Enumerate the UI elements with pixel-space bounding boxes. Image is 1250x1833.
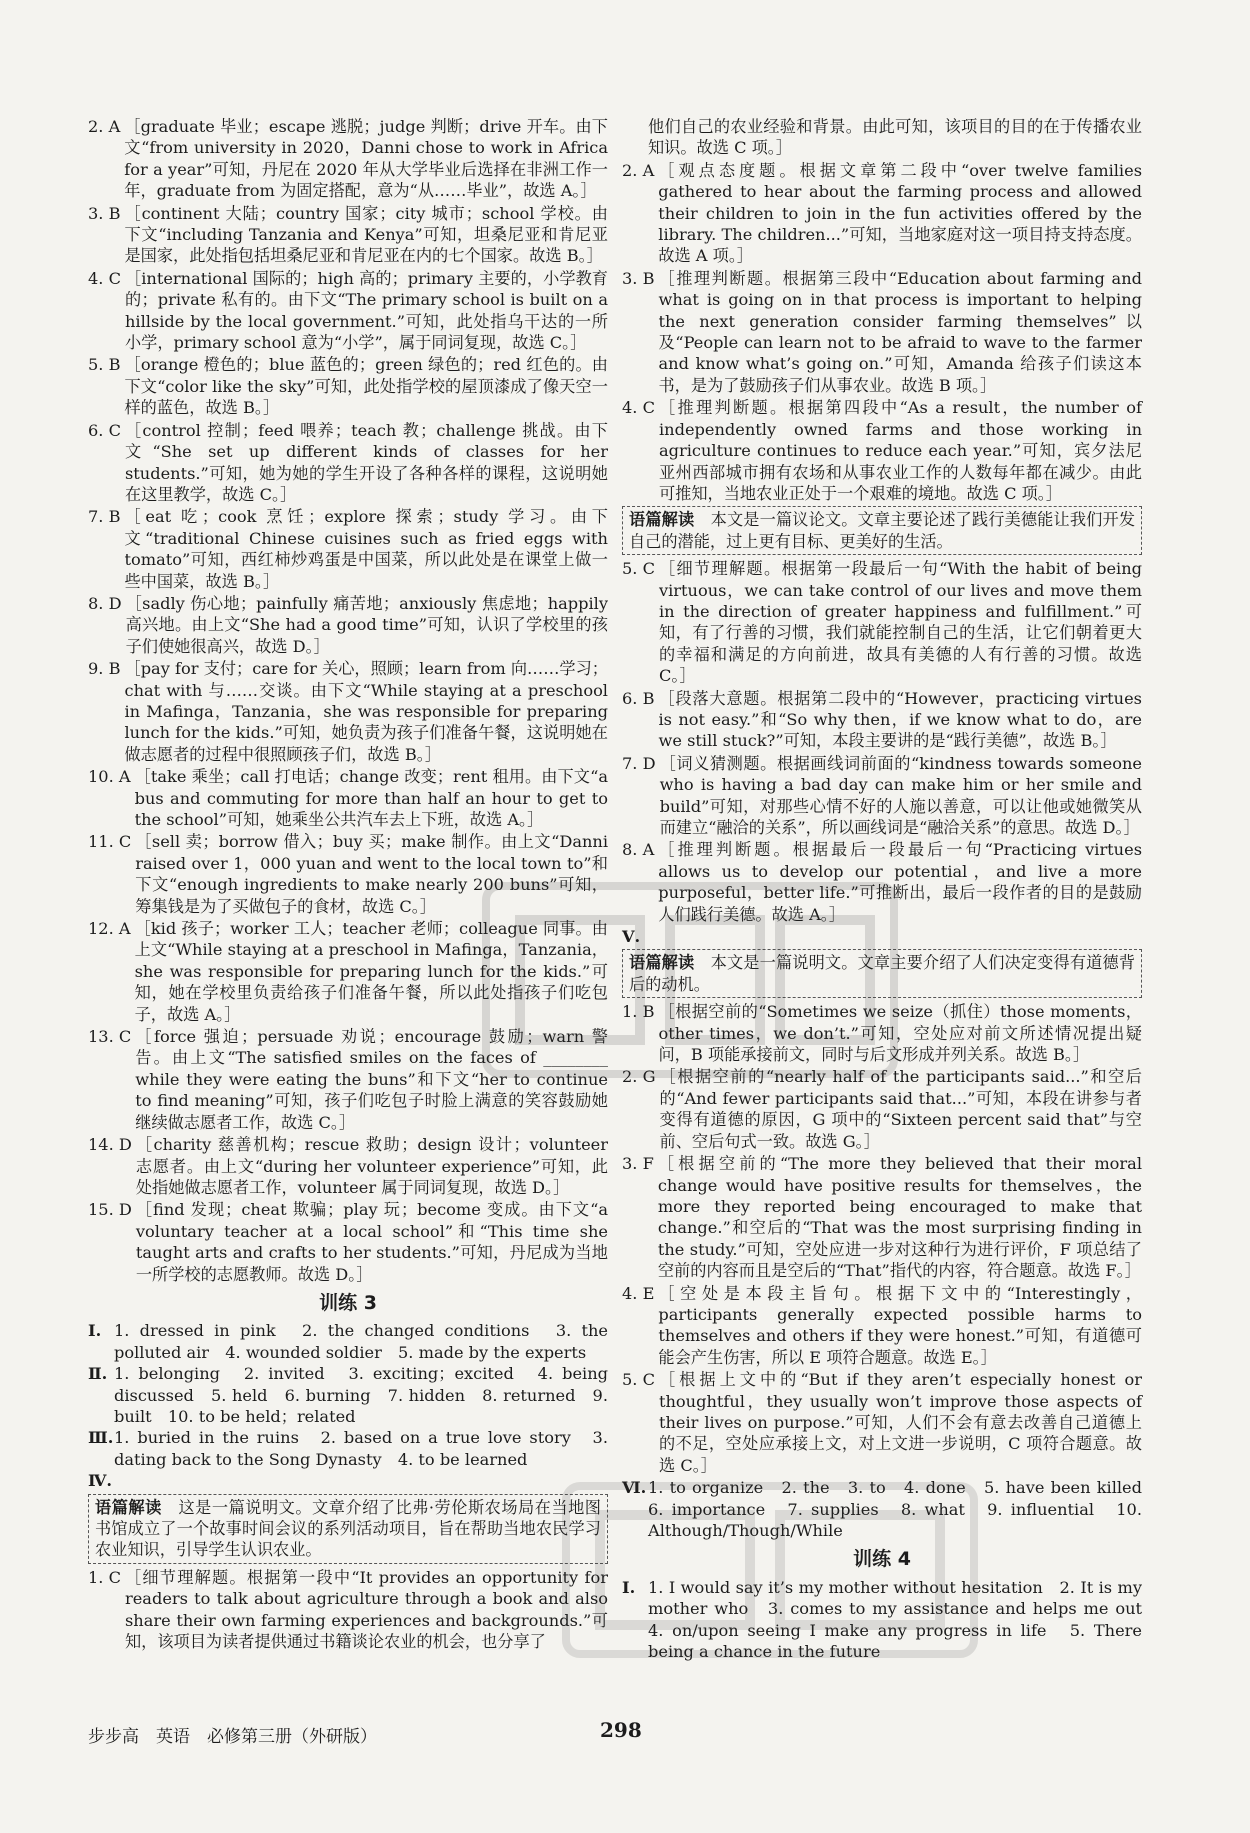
watermark-stamp [560,1480,980,1660]
answer-item [622,1153,1142,1281]
answer-explanation: ［force 强迫；persuade 劝说；encourage 鼓励；warn 警告。由上文“The satisfied smiles on the faces of ________ while they were eating the buns”和下文“her to continue to find meaning”可知，孩子们吃包子时脸上满意的笑容鼓励她继续做志愿者工作，故选 C。］ [135,1027,608,1132]
answer-number: 14. D [88,1135,132,1155]
answer-item [622,268,1142,396]
answer-explanation: ［段落大意题。根据第二段中的“However，practicing virtues is not easy.”和“So why then，if we know what to do，are we still stuck?”可知，本段主要讲的是“践行美德”，故选 B。］ [658,688,1142,751]
exercise-answers [114,1470,608,1491]
answer-explanation: ［sadly 伤心地；painfully 痛苦地；anxiously 焦虑地；happily 高兴地。由上文“She had a good time”可知，认识了学校里的孩子们使她很高兴，故选 D。］ [125,593,608,656]
roman-numeral: Ⅱ. [88,1364,108,1384]
left-answers-block-b [88,1567,608,1653]
box-text: 这是一篇说明文。文章介绍了比弗·劳伦斯农场局在当地图书馆成立了一个故事时间会议的系列活动项目，旨在帮助当地农民学习农业知识，引导学生认识农业。 [95,1497,601,1560]
exercise-section [88,1427,608,1470]
roman-text: 1. to organize 2. the 3. to 4. done 5. have been killed 6. importance 7. supplies 8. what 9. influential 10. Although/Though/While [648,1478,1159,1540]
answer-explanation: ［空处是本段主旨句。根据下文中的“Interestingly，participants generally expected possible harms to themselves and others if they were honest.”可知，有道德可能会产生伤害，所以 E 项符合题意。故选 E。］ [658,1283,1142,1367]
answer-explanation: ［continent 大陆；country 国家；city 城市；school 学校。由下文“including Tanzania and Kenya”可知，坦桑尼亚和肯尼亚是国家，此处指包括坦桑尼亚和肯尼亚在内的七个国家。故选 B。］ [124,203,608,266]
answer-item [622,558,1142,686]
answer-explanation: ［control 控制；feed 喂养；teach 教；challenge 挑战。由下文“She set up different kinds of classes for her students.”可知，她为她的学生开设了各种各样的课程，这说明她在这里教学，故选 C。］ [124,420,608,504]
answer-number: 8. D [88,593,122,613]
answer-item [88,116,608,202]
box-text: 本文是一篇说明文。文章主要介绍了人们决定变得有道德背后的动机。 [629,953,1136,994]
answer-number: 1. B [622,1002,655,1022]
answer-number: 2. A [88,117,121,136]
answer-explanation: ［charity 慈善机构；rescue 救助；design 设计；volunteer 志愿者。由上文“during her volunteer experience”可知，此处指她做志愿者工作，volunteer 属于同词复现，故选 D。］ [135,1135,608,1197]
answer-item [88,268,608,354]
answer-number: 3. F [622,1154,654,1174]
answer-explanation: ［根据空前的“The more they believed that their moral change would have positive results for themselves，the more they reported being encouraged to make that change.”和空后的“That was the most surprising finding in the study.”可知，空处应进一步对这种行为进行评价，F 项总结了空前的内容而且是空后的“That”指代的内容，符合题意。故选 F。］ [657,1154,1142,1281]
answer-number: 13. C [88,1027,132,1047]
answer-explanation: ［推理判断题。根据第四段中“As a result，the number of independently owned farms and those working in agriculture continues to reduce each year.”可知，宾夕法尼亚州西部城市拥有农场和从事农业工作的人数每年都在减少。由此可推知，当地农业正处于一个艰难的境地。故选 C 项。］ [658,398,1142,503]
answer-item [88,203,608,267]
answer-item [88,354,608,418]
answer-explanation: ［根据空前的“nearly half of the participants said...”和空后的“And fewer participants said that...”可知，本段在讲参与者变得有道德的原因，G 项中的“Sixteen percent said that”与空前、空后句式一致。故选 G。］ [659,1067,1142,1151]
answer-number: 5. C [622,1370,655,1390]
answer-number: 7. D [622,753,656,773]
answer-explanation: ［根据空前的“Sometimes we seize（抓住）those moments，other times，we don’t.”可知，空处应对前文所述情况提出疑问，B 项能承接前文，同时与后文形成并列关系。故选 B。］ [658,1002,1142,1065]
answer-explanation: ［推理判断题。根据第三段中“Education about farming and what is going on in that process is important to helping the next generation consider farming themselves”以及“People can learn not to be afraid to wave to the farmer and know what’s going on.”可知，Amanda 给孩子们读这本书，是为了鼓励孩子们从事农业。故选 B 项。］ [658,268,1142,395]
answer-number: 5. C [622,559,655,579]
answer-number: 1. C [88,1567,121,1587]
roman-numeral: Ⅲ. [88,1428,114,1448]
answer-item [622,688,1142,752]
answer-item [88,1567,608,1653]
roman-numeral: Ⅰ. [622,1577,636,1597]
passage-analysis-box-left [88,1494,608,1564]
answer-item [622,753,1142,839]
answer-item [622,397,1142,504]
answer-explanation: ［推理判断题。根据最后一段最后一句“Practicing virtues allows us to develop our potential，and live a more purposeful，better life.”可推断出，最后一段作者的目的是鼓励人们践行美德。故选 A。］ [658,840,1142,924]
book-title-footer: 步步高 英语 必修第三册（外研版） [88,1727,377,1747]
answer-number: 4. C [622,398,655,418]
exercise-section [88,1320,608,1363]
left-answers-block-a [88,116,608,1285]
answer-item [622,1283,1142,1369]
answer-number: 12. A [88,919,131,939]
answer-explanation: ［细节理解题。根据第一段最后一句“With the habit of being virtuous，we can take control of our lives and move them in the direction of greater happiness and fulfillment.”可知，有了行善的习惯，我们就能控制自己的生活，让它们朝着更大的幸福和满足的方向前进，故具有美德的人有行善的习惯。故选 C。］ [658,559,1142,686]
right-answers-block-a [622,160,1142,505]
answer-explanation: ［kid 孩子；worker 工人；teacher 老师；colleague 同事。由上文“While staying at a preschool in Mafinga，Tanzania，she was responsible for preparing lunch for the kids.”可知，她在学校里负责给孩子们准备午餐，所以此处指孩子们吃包子，故选 A。］ [134,919,608,1024]
continued-paragraph: 他们自己的农业经验和背景。由此可知，该项目的目的在于传播农业知识。故选 C 项。］ [648,117,1142,158]
answer-explanation: ［pay for 支付；care for 关心，照顾；learn from 向……学习；chat with 与……交谈。由下文“While staying at a preschool in Mafinga，Tanzania，she was responsible for preparing lunch for the kids.”可知，她负责为孩子们准备午餐，这说明她在做志愿者的过程中很照顾孩子们，故选 B。］ [124,659,608,764]
roman-numeral: Ⅳ. [88,1471,113,1491]
answer-explanation: ［细节理解题。根据第一段中“It provides an opportunity for readers to talk about agriculture through a book and also share their own farming experiences and backgrounds.”可知，该项目为读者提供通过书籍谈论农业的机会，也分享了 [124,1567,608,1652]
section-title-4: 训练 4 [853,1548,911,1571]
section-title-3: 训练 3 [319,1291,377,1314]
roman-text: 1. I would say it’s my mother without hesitation 2. It is my mother who 3. comes to my assistance and helps me out 4. on/upon seeing I make any progress in life 5. There being a chance in the future [648,1577,1159,1662]
exercise-answers: 1. dressed in pink 2. the changed conditions 3. the polluted air 4. wounded soldier 5. made by the experts [114,1321,608,1362]
answer-number: 2. G [622,1067,656,1087]
roman-numeral: Ⅰ. [88,1321,102,1341]
answer-number: 3. B [88,203,121,223]
answer-number: 8. A [622,840,655,860]
answer-number: 5. B [88,355,121,375]
answer-explanation: ［观点态度题。根据文章第二段中“over twelve families gathered to hear about the farming process and allowed their children to join in the fun activities offered by the library. The children...”可知，当地家庭对这一项目持支持态度。故选 A 项。］ [658,160,1142,266]
exercise-answers: 1. belonging 2. invited 3. exciting；excited 4. being discussed 5. held 6. burning 7. hidden 8. returned 9. built 10. to be held；related [114,1364,608,1426]
box-text: 本文是一篇议论文。文章主要论述了践行美德能让我们开发自己的潜能，过上更有目标、更美好的生活。 [629,510,1136,551]
answer-item [88,420,608,506]
answer-number: 4. E [622,1283,655,1303]
page-number: 298 [600,1718,642,1742]
answer-explanation: ［graduate 毕业；escape 逃脱；judge 判断；drive 开车。由下文“from university in 2020，Danni chose to work in Africa for a year”可知，丹尼在 2020 年从大学毕业后选择在非洲工作一年，graduate from 为固定搭配，意为“从……毕业”，故选 A。］ [124,117,608,201]
answer-item [88,766,608,830]
answer-number: 15. D [88,1200,132,1220]
answer-item [622,1369,1142,1476]
answer-item [88,658,608,765]
answer-number: 3. B [622,268,655,288]
answer-number: 11. C [88,832,132,852]
box-label: 语篇解读 [629,510,695,530]
answer-item [88,506,608,592]
answer-explanation: ［sell 卖；borrow 借入；buy 买；make 制作。由上文“Danni raised over 1，000 yuan and went to the local town to”和下文“enough ingredients to make nearly 200 buns”可知，筹集钱是为了买做包子的食材，故选 C。］ [135,832,608,916]
watermark-stamp [480,880,900,1080]
passage-analysis-box-right-1 [622,506,1142,555]
answer-number: 6. B [622,688,655,708]
roman-numeral: Ⅴ. [622,927,641,947]
roman-numeral: Ⅵ. [622,1478,647,1498]
answer-number: 9. B [88,659,121,679]
answer-explanation: ［词义猜测题。根据画线词前面的“kindness towards someone who is having a bad day can make him or her smile and build”可知，对那些心情不好的人施以善意，可以让他或她微笑从而建立“融洽的关系”，所以画线词是“融洽关系”的意思。故选 D。］ [659,753,1142,837]
answer-item [88,1199,608,1285]
answer-item [88,1134,608,1198]
answer-number: 2. A [622,160,655,180]
answer-explanation: ［根据上文中的“But if they aren’t especially honest or thoughtful，they usually won’t improve those aspects of their lives on purpose.”可知，人们不会有意去改善自己道德上的不足，空处应承接上文，对上文进一步说明，C 项符合题意。故选 C。］ [658,1370,1142,1475]
answer-number: 7. B [88,507,121,527]
exercise-section [88,1363,608,1427]
answer-number: 10. A [88,767,131,787]
box-label: 语篇解读 [629,953,695,973]
answer-explanation: ［find 发现；cheat 欺骗；play 玩；become 变成。由下文“a voluntary teacher at a local school”和“This time she taught arts and crafts to her students.”可知，丹尼成为当地一所学校的志愿教师。故选 D。］ [135,1200,608,1284]
left-roman-block [88,1320,608,1491]
answer-explanation: ［take 乘坐；call 打电话；change 改变；rent 租用。由下文“a bus and commuting for more than half an hour to get to the school”可知，她乘坐公共汽车去上下班，故选 A。］ [134,767,608,829]
exercise-answers: 1. buried in the ruins 2. based on a true love story 3. dating back to the Song Dynasty 4. to be learned [114,1428,608,1469]
box-label: 语篇解读 [95,1497,162,1517]
exercise-section [88,1470,608,1491]
answer-item [622,160,1142,267]
right-answers-block-b [622,558,1142,925]
answer-item [88,593,608,657]
answer-explanation: ［eat 吃；cook 烹饪；explore 探索；study 学习。由下文“traditional Chinese cuisines such as fried eggs with tomato”可知，西红柿炒鸡蛋是中国菜，所以此处是在课堂上做一些中国菜，故选 B。］ [124,507,608,591]
answer-explanation: ［international 国际的；high 高的；primary 主要的，小学教育的；private 私有的。由下文“The primary school is built on a hillside by the local government.”可知，此处指乌干达的一所小学，primary school 意为“小学”，属于同词复现，故选 C。］ [124,268,608,353]
answer-number: 4. C [88,268,121,288]
answer-explanation: ［orange 橙色的；blue 蓝色的；green 绿色的；red 红色的。由下文“color like the sky”可知，此处指学校的屋顶漆成了像天空一样的蓝色，故选 B。］ [124,355,608,418]
answer-number: 6. C [88,420,121,440]
